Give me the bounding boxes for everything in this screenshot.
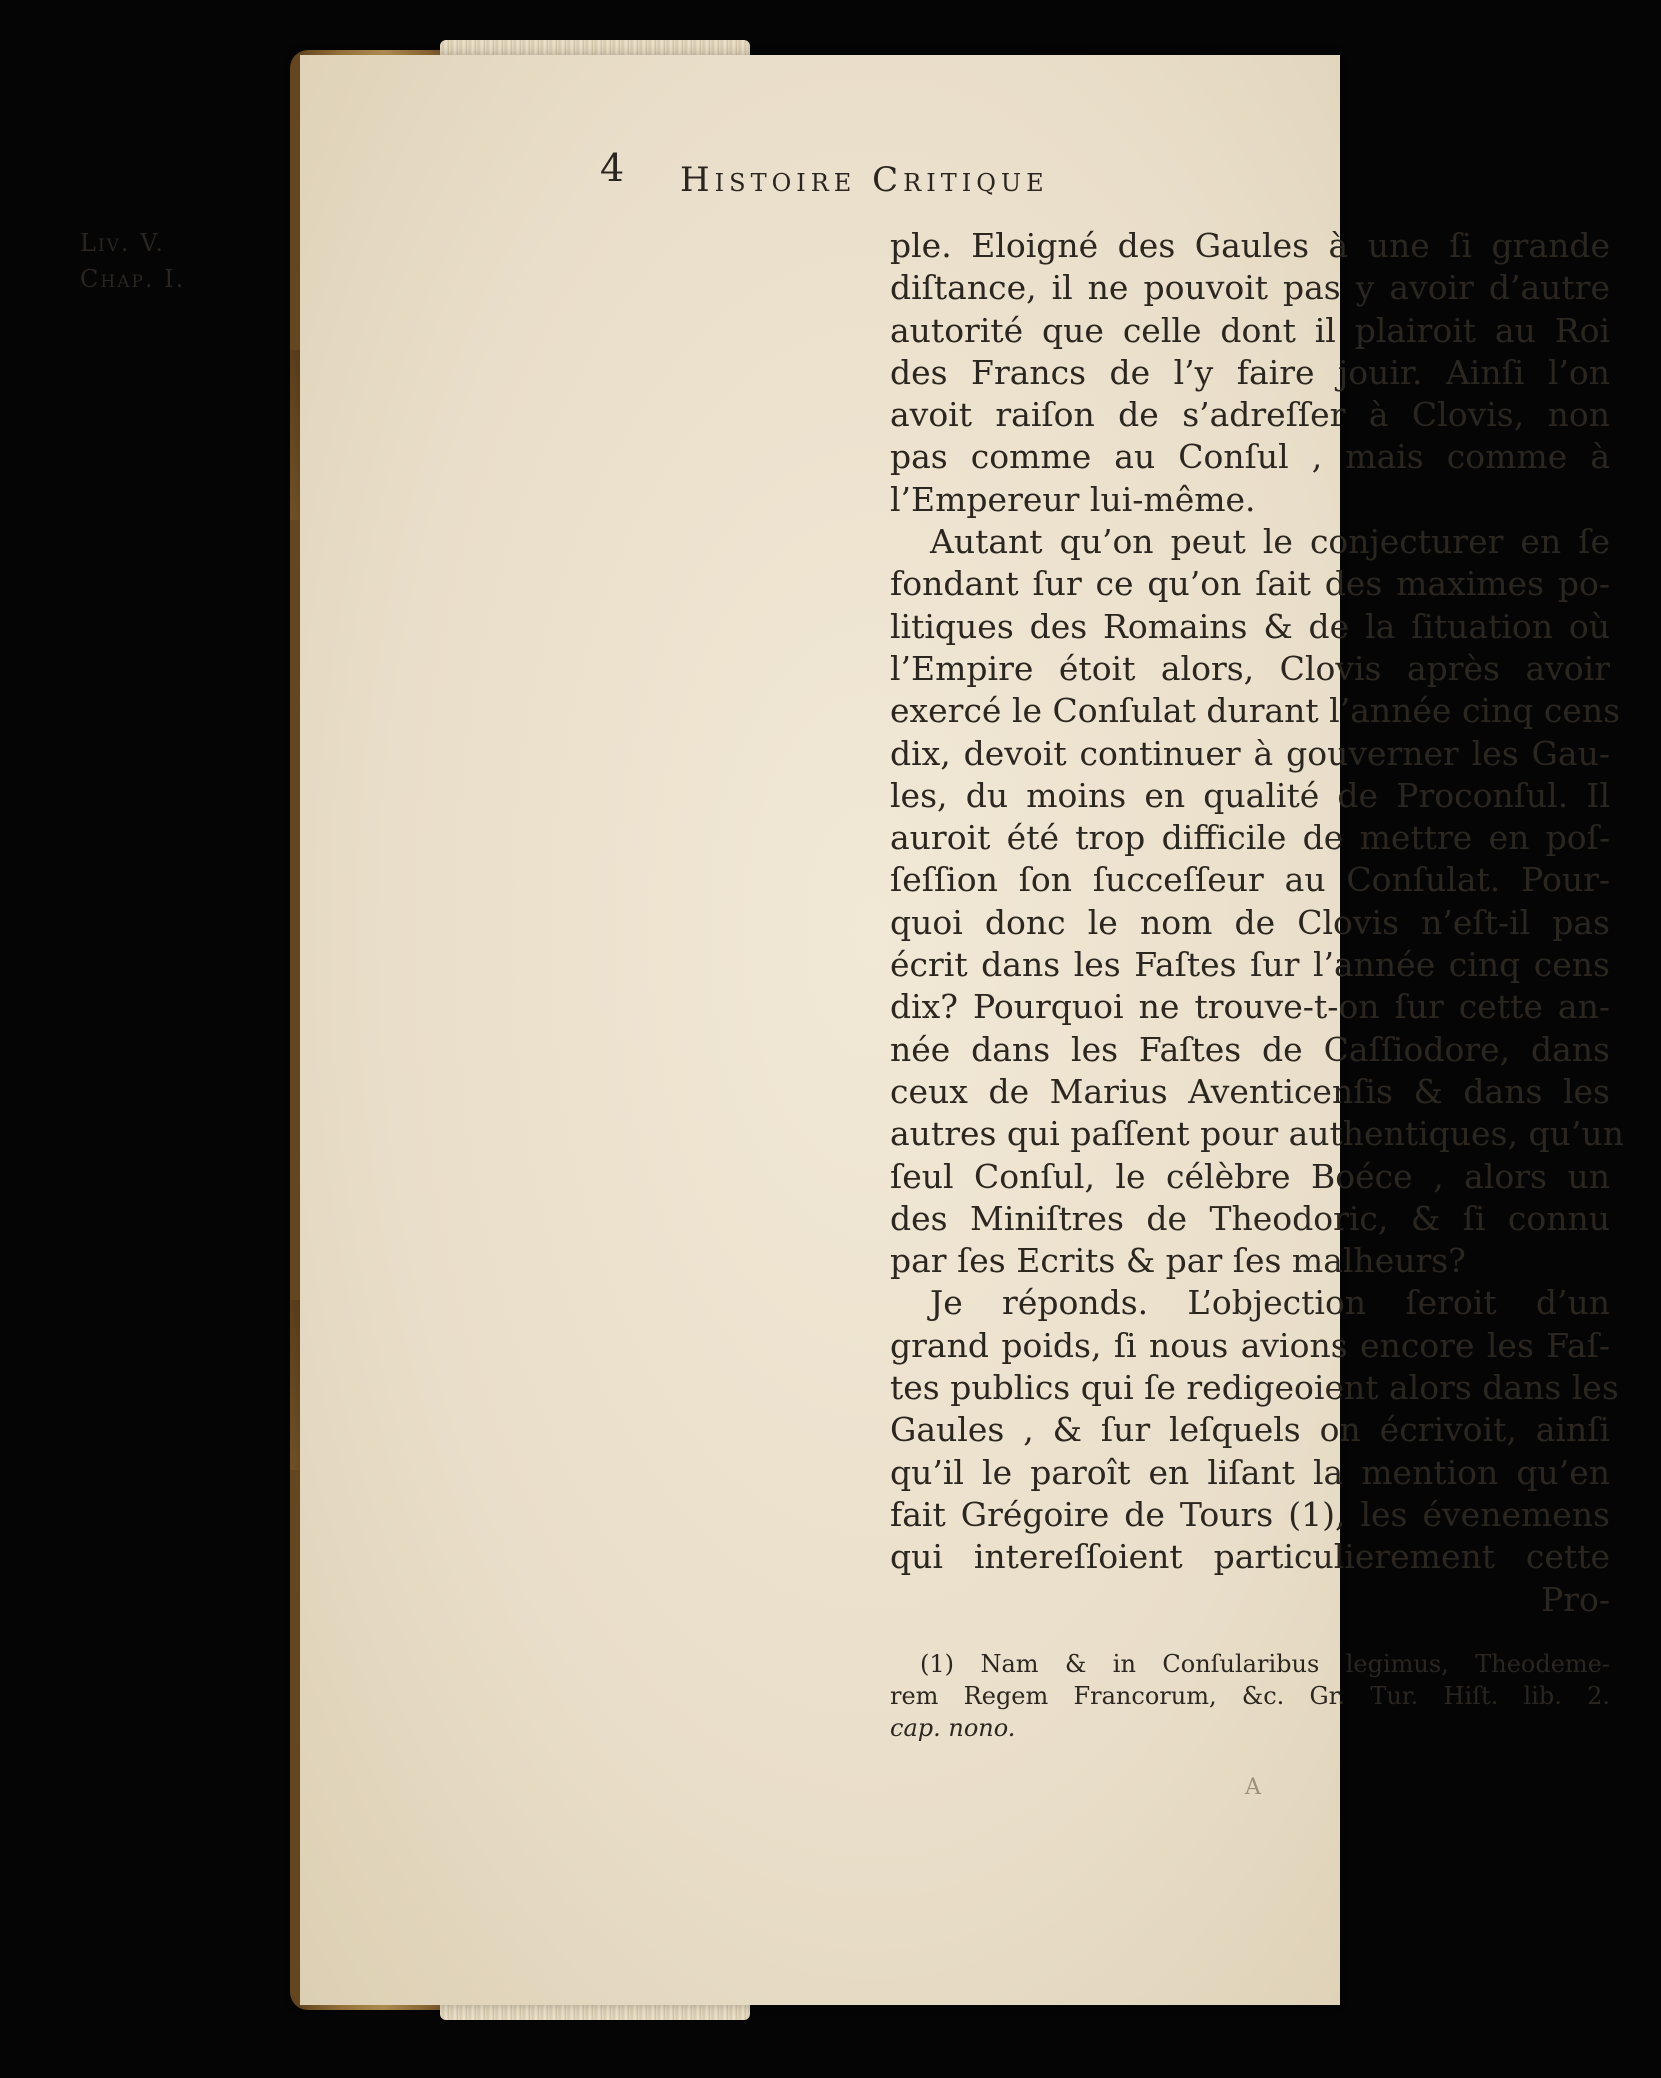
text-line: ple. Eloigné des Gaules à une ſi grande — [890, 226, 1610, 265]
text-line: l’Empereur lui-même. — [890, 479, 1256, 519]
text-line: autres qui paſſent pour authentiques, qu’un — [890, 1114, 1624, 1154]
text-line: fondant ſur ce qu’on ſait des maximes po- — [890, 564, 1610, 604]
text-line: née dans les Faſtes de Caſſiodore, dans — [890, 1029, 1610, 1069]
text-line: Gaules , & ſur leſquels on écrivoit, ainſi — [890, 1410, 1610, 1450]
page-number: 4 — [600, 146, 625, 190]
margin-note-book: Liv. V. — [80, 229, 165, 257]
footnote-line: rem Regem Francorum, &c. Gr. Tur. Hiſt. lib. 2. — [890, 1682, 1610, 1710]
text-line: les, du moins en qualité de Proconſul. Il — [890, 775, 1610, 815]
text-line: des Miniſtres de Theodoric, & ſi connu — [890, 1198, 1610, 1238]
text-line: par ſes Ecrits & par ſes malheurs? — [890, 1241, 1466, 1281]
catchword: Pro- — [1541, 1579, 1610, 1619]
text-line: pas comme au Conſul , mais comme à — [890, 437, 1610, 477]
text-line: quoi donc le nom de Clovis n’eſt-il pas — [890, 902, 1610, 942]
text-line: exercé le Conſulat durant l’année cinq cens — [890, 691, 1621, 731]
text-line: qu’il le paroît en liſant la mention qu’en — [890, 1452, 1610, 1492]
text-line: ſeſſion ſon ſucceſſeur au Conſulat. Pour- — [890, 860, 1610, 900]
text-line: diſtance, il ne pouvoit pas y avoir d’autre — [890, 268, 1610, 308]
footnote-line: cap. nono. — [890, 1714, 1016, 1742]
text-line: écrit dans les Faſtes ſur l’année cinq cens — [890, 945, 1610, 985]
text-line: tes publics qui ſe redigeoient alors dans les — [890, 1368, 1619, 1408]
text-line: dix? Pourquoi ne trouve-t-on ſur cette an- — [890, 987, 1610, 1027]
text-line: fait Grégoire de Tours (1), les évenemens — [890, 1494, 1610, 1534]
text-line: grand poids, ſi nous avions encore les Faſ- — [890, 1325, 1610, 1365]
margin-note-chapter: Chap. I. — [80, 265, 186, 293]
text-line: qui intereſſoient particulierement cette — [890, 1537, 1610, 1577]
running-head: Histoire Critique — [680, 160, 1049, 200]
body-text — [890, 225, 1624, 1621]
text-line: ceux de Marius Aventicenſis & dans les — [890, 1071, 1610, 1111]
text-line: dix, devoit continuer à gouverner les Gau- — [890, 733, 1610, 773]
text-line: l’Empire étoit alors, Clovis après avoir — [890, 648, 1610, 688]
footnote-line: (1) Nam & in Conſularibus legimus, Theodeme- — [920, 1650, 1610, 1678]
text-line: auroit été trop difficile de mettre en poſ- — [890, 818, 1610, 858]
footnote — [890, 1648, 1610, 1744]
text-line: ſeul Conſul, le célèbre Boéce , alors un — [890, 1156, 1610, 1196]
signature-mark: A — [1245, 1775, 1261, 1800]
margin-note — [80, 225, 185, 297]
text-line: des Francs de l’y faire jouir. Ainſi l’on — [890, 352, 1610, 392]
text-line: autorité que celle dont il plairoit au Roi — [890, 310, 1610, 350]
text-line: avoit raiſon de s’adreſſer à Clovis, non — [890, 395, 1610, 435]
text-line: Autant qu’on peut le conjecturer en ſe — [930, 522, 1610, 562]
text-line: litiques des Romains & de la ſituation où — [890, 606, 1610, 646]
text-line: Je réponds. L’objection ſeroit d’un — [930, 1283, 1610, 1323]
